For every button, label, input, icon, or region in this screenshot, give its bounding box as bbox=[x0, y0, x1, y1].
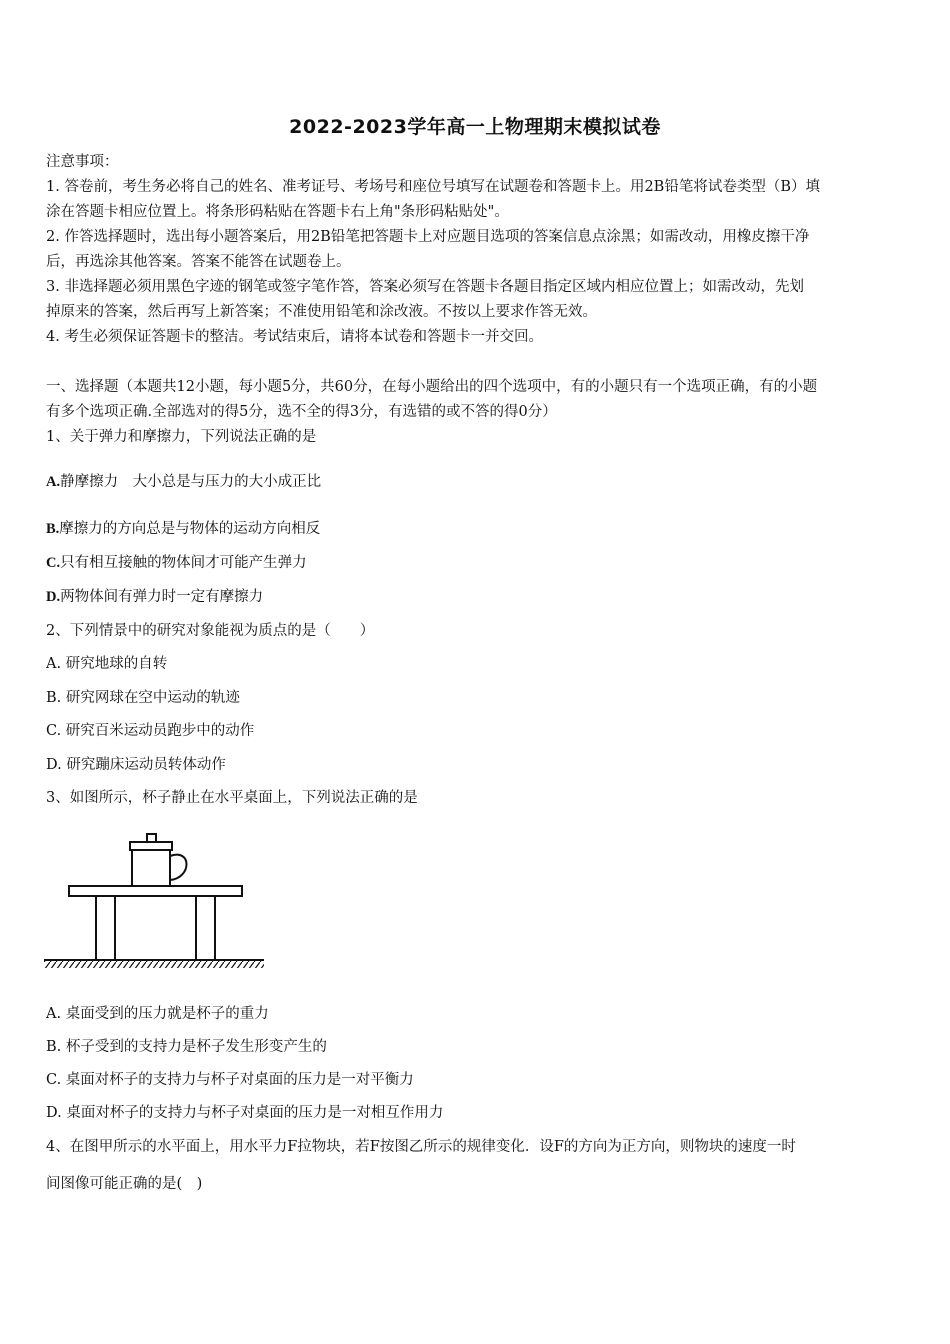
notice-line: 4. 考生必须保证答题卡的整洁。考试结束后，请将本试卷和答题卡一并交回。 bbox=[46, 329, 543, 345]
question-2-stem: 2、下列情景中的研究对象能视为质点的是（ ） bbox=[46, 623, 375, 639]
section-instructions: 有多个选项正确.全部选对的得5分，选不全的得3分，有选错的或不答的得0分） bbox=[46, 404, 557, 420]
ground-icon bbox=[44, 960, 264, 968]
question-3-option-a: A. 桌面受到的压力就是杯子的重力 bbox=[46, 1006, 269, 1022]
question-1-option-a bbox=[46, 472, 908, 492]
notice-line: 涂在答题卡相应位置上。将条形码粘贴在答题卡右上角"条形码粘贴处"。 bbox=[46, 204, 509, 220]
section-instructions: 一、选择题（本题共12小题，每小题5分，共60分，在每小题给出的四个选项中，有的小题只有一个选项正确，有的小题 bbox=[46, 379, 818, 395]
option-label: B. bbox=[46, 521, 60, 537]
question-3-option-b: B. 杯子受到的支持力是杯子发生形变产生的 bbox=[46, 1039, 327, 1055]
question-3-stem: 3、如图所示，杯子静止在水平桌面上，下列说法正确的是 bbox=[46, 790, 418, 806]
question-1-option-b bbox=[46, 519, 908, 539]
question-1-stem: 1、关于弹力和摩擦力，下列说法正确的是 bbox=[46, 429, 317, 445]
page-title: 2022-2023学年高一上物理期末模拟试卷 bbox=[289, 116, 661, 138]
question-2-option-b: B. 研究网球在空中运动的轨迹 bbox=[46, 690, 240, 706]
question-2-option-a: A. 研究地球的自转 bbox=[46, 656, 168, 672]
notice-line: 1. 答卷前，考生务必将自己的姓名、准考证号、考场号和座位号填写在试题卷和答题卡上。用2B铅笔将试卷类型（B）填 bbox=[46, 179, 820, 195]
option-label: C. bbox=[46, 555, 61, 571]
question-1-option-c bbox=[46, 553, 908, 573]
notice-line: 后，再选涂其他答案。答案不能答在试题卷上。 bbox=[46, 254, 351, 270]
option-text: 只有相互接触的物体间才可能产生弹力 bbox=[60, 555, 307, 571]
cup-icon bbox=[130, 834, 187, 886]
question-4-stem: 4、在图甲所示的水平面上，用水平力F拉物块，若F按图乙所示的规律变化．设F的方向为正方向，则物块的速度一时 bbox=[46, 1139, 796, 1155]
question-3-option-c: C. 桌面对杯子的支持力与杯子对桌面的压力是一对平衡力 bbox=[46, 1072, 414, 1088]
question-2-option-d: D. 研究蹦床运动员转体动作 bbox=[46, 757, 226, 773]
option-text: 摩擦力的方向总是与物体的运动方向相反 bbox=[59, 521, 321, 537]
cup-on-table-figure bbox=[44, 826, 266, 972]
question-3-option-d: D. 桌面对杯子的支持力与杯子对桌面的压力是一对相互作用力 bbox=[46, 1105, 444, 1121]
notice-line: 3. 非选择题必须用黑色字迹的钢笔或签字笔作答，答案必须写在答题卡各题目指定区域内相应位置上；如需改动，先划 bbox=[46, 279, 804, 295]
notice-line: 掉原来的答案，然后再写上新答案；不准使用铅笔和涂改液。不按以上要求作答无效。 bbox=[46, 304, 597, 320]
option-text: 静摩擦力 大小总是与压力的大小成正比 bbox=[60, 474, 322, 490]
option-label: D. bbox=[46, 589, 61, 605]
question-4-stem: 间图像可能正确的是( ) bbox=[46, 1176, 203, 1192]
question-1-option-d bbox=[46, 587, 908, 607]
question-2-option-c: C. 研究百米运动员跑步中的动作 bbox=[46, 723, 255, 739]
notice-line: 2. 作答选择题时，选出每小题答案后，用2B铅笔把答题卡上对应题目选项的答案信息点涂黑；如需改动，用橡皮擦干净 bbox=[46, 229, 810, 245]
notice-heading: 注意事项： bbox=[46, 154, 119, 170]
table-icon bbox=[69, 886, 242, 960]
option-text: 两物体间有弹力时一定有摩擦力 bbox=[60, 589, 264, 605]
option-label: A. bbox=[46, 474, 61, 490]
